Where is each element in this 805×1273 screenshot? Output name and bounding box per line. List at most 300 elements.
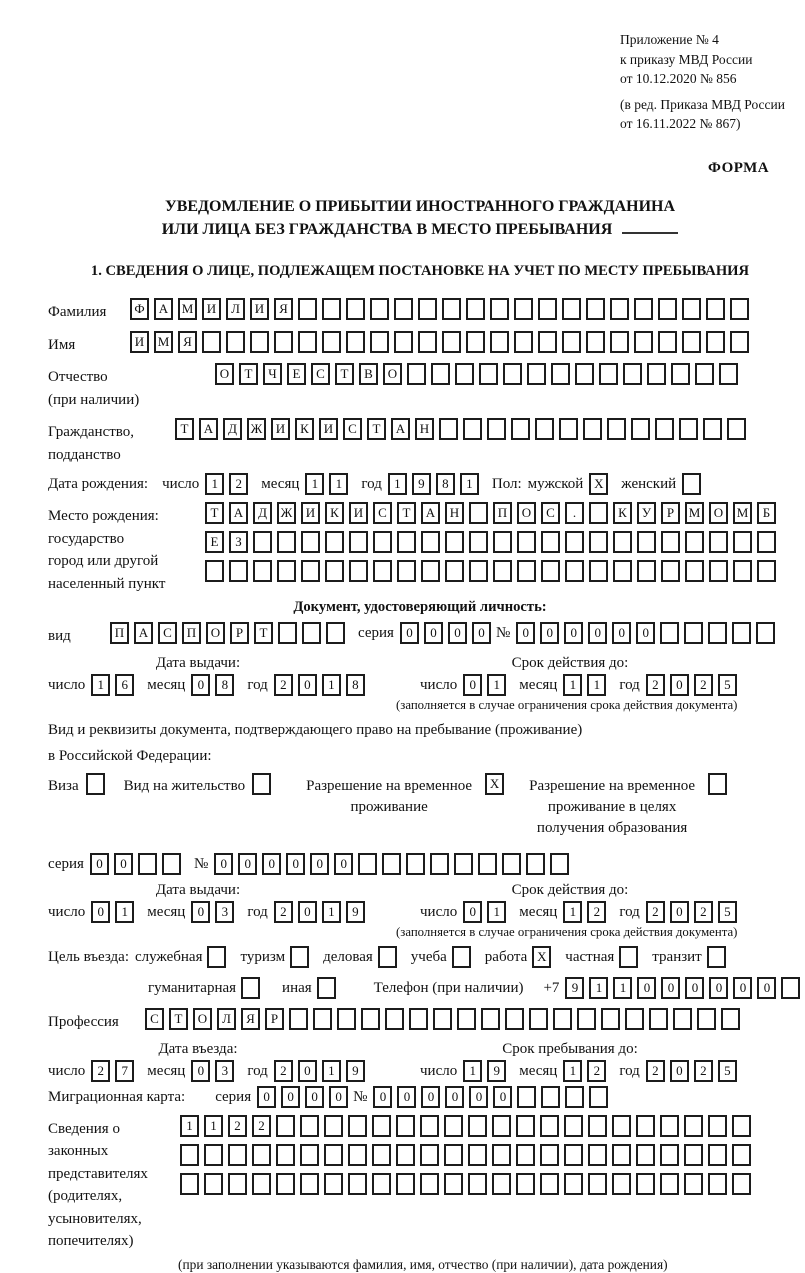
char-box[interactable] bbox=[444, 1115, 463, 1137]
char-box[interactable]: 0 bbox=[191, 674, 210, 696]
char-box[interactable] bbox=[253, 531, 272, 553]
char-box[interactable] bbox=[373, 560, 392, 582]
char-box[interactable] bbox=[540, 1173, 559, 1195]
char-box[interactable]: 0 bbox=[305, 1086, 324, 1108]
char-box[interactable] bbox=[732, 1115, 751, 1137]
char-box[interactable]: 5 bbox=[718, 674, 737, 696]
char-box[interactable] bbox=[541, 560, 560, 582]
char-box[interactable]: Е bbox=[287, 363, 306, 385]
checkbox-cell[interactable] bbox=[317, 977, 336, 999]
char-box[interactable]: Т bbox=[254, 622, 273, 644]
char-box[interactable] bbox=[586, 298, 605, 320]
char-box[interactable]: 0 bbox=[709, 977, 728, 999]
char-box[interactable] bbox=[205, 560, 224, 582]
char-box[interactable]: 8 bbox=[215, 674, 234, 696]
char-box[interactable] bbox=[418, 298, 437, 320]
char-box[interactable]: 0 bbox=[286, 853, 305, 875]
char-box[interactable] bbox=[517, 1086, 536, 1108]
char-box[interactable] bbox=[445, 531, 464, 553]
char-box[interactable] bbox=[433, 1008, 452, 1030]
char-box[interactable]: 9 bbox=[565, 977, 584, 999]
char-box[interactable] bbox=[541, 531, 560, 553]
char-box[interactable]: Н bbox=[415, 418, 434, 440]
char-box[interactable]: 0 bbox=[310, 853, 329, 875]
char-box[interactable] bbox=[302, 622, 321, 644]
char-box[interactable] bbox=[492, 1144, 511, 1166]
char-box[interactable] bbox=[781, 977, 800, 999]
char-box[interactable] bbox=[276, 1144, 295, 1166]
char-box[interactable]: 2 bbox=[694, 674, 713, 696]
char-box[interactable]: 0 bbox=[757, 977, 776, 999]
char-box[interactable]: 1 bbox=[463, 1060, 482, 1082]
char-box[interactable] bbox=[397, 560, 416, 582]
char-box[interactable]: 5 bbox=[718, 901, 737, 923]
char-box[interactable]: П bbox=[182, 622, 201, 644]
char-box[interactable] bbox=[679, 418, 698, 440]
char-box[interactable] bbox=[300, 1115, 319, 1137]
char-box[interactable] bbox=[564, 1115, 583, 1137]
char-box[interactable]: 2 bbox=[587, 1060, 606, 1082]
char-box[interactable]: В bbox=[359, 363, 378, 385]
char-box[interactable] bbox=[349, 531, 368, 553]
char-box[interactable]: А bbox=[421, 502, 440, 524]
char-box[interactable]: Л bbox=[226, 298, 245, 320]
checkbox-cell[interactable] bbox=[682, 473, 701, 495]
char-box[interactable] bbox=[396, 1115, 415, 1137]
char-box[interactable] bbox=[730, 331, 749, 353]
char-box[interactable]: У bbox=[637, 502, 656, 524]
char-box[interactable]: 2 bbox=[229, 473, 248, 495]
char-box[interactable] bbox=[685, 560, 704, 582]
char-box[interactable]: О bbox=[709, 502, 728, 524]
char-box[interactable]: 1 bbox=[180, 1115, 199, 1137]
char-box[interactable]: 2 bbox=[646, 674, 665, 696]
char-box[interactable]: 0 bbox=[661, 977, 680, 999]
char-box[interactable]: 0 bbox=[424, 622, 443, 644]
char-box[interactable] bbox=[660, 1115, 679, 1137]
char-box[interactable]: С bbox=[158, 622, 177, 644]
char-box[interactable] bbox=[575, 363, 594, 385]
char-box[interactable] bbox=[162, 853, 181, 875]
char-box[interactable]: О bbox=[206, 622, 225, 644]
char-box[interactable]: 0 bbox=[329, 1086, 348, 1108]
char-box[interactable]: 0 bbox=[516, 622, 535, 644]
char-box[interactable]: К bbox=[325, 502, 344, 524]
char-box[interactable]: И bbox=[202, 298, 221, 320]
char-box[interactable] bbox=[397, 531, 416, 553]
char-box[interactable] bbox=[684, 1173, 703, 1195]
char-box[interactable]: 1 bbox=[305, 473, 324, 495]
checkbox-cell[interactable] bbox=[86, 773, 105, 795]
char-box[interactable] bbox=[684, 1144, 703, 1166]
char-box[interactable]: Ж bbox=[247, 418, 266, 440]
char-box[interactable] bbox=[468, 1144, 487, 1166]
char-box[interactable]: Т bbox=[169, 1008, 188, 1030]
char-box[interactable] bbox=[514, 298, 533, 320]
char-box[interactable]: И bbox=[319, 418, 338, 440]
char-box[interactable]: 0 bbox=[257, 1086, 276, 1108]
char-box[interactable] bbox=[346, 331, 365, 353]
char-box[interactable] bbox=[565, 531, 584, 553]
char-box[interactable] bbox=[565, 1086, 584, 1108]
char-box[interactable]: 2 bbox=[274, 674, 293, 696]
checkbox-cell[interactable] bbox=[619, 946, 638, 968]
char-box[interactable] bbox=[396, 1144, 415, 1166]
char-box[interactable]: 0 bbox=[637, 977, 656, 999]
char-box[interactable] bbox=[708, 622, 727, 644]
char-box[interactable] bbox=[274, 331, 293, 353]
char-box[interactable] bbox=[469, 531, 488, 553]
char-box[interactable]: 0 bbox=[469, 1086, 488, 1108]
char-box[interactable]: 1 bbox=[460, 473, 479, 495]
char-box[interactable] bbox=[708, 1173, 727, 1195]
char-box[interactable]: 1 bbox=[587, 674, 606, 696]
char-box[interactable]: 2 bbox=[646, 901, 665, 923]
char-box[interactable]: 9 bbox=[412, 473, 431, 495]
char-box[interactable] bbox=[564, 1173, 583, 1195]
checkbox-cell[interactable] bbox=[252, 773, 271, 795]
char-box[interactable] bbox=[516, 1115, 535, 1137]
char-box[interactable] bbox=[493, 560, 512, 582]
char-box[interactable] bbox=[757, 560, 776, 582]
char-box[interactable]: И bbox=[349, 502, 368, 524]
char-box[interactable] bbox=[421, 531, 440, 553]
char-box[interactable]: С bbox=[541, 502, 560, 524]
char-box[interactable] bbox=[372, 1115, 391, 1137]
char-box[interactable]: О bbox=[193, 1008, 212, 1030]
checkbox-cell[interactable] bbox=[378, 946, 397, 968]
char-box[interactable]: Е bbox=[205, 531, 224, 553]
char-box[interactable] bbox=[607, 418, 626, 440]
char-box[interactable]: 0 bbox=[685, 977, 704, 999]
char-box[interactable] bbox=[503, 363, 522, 385]
char-box[interactable]: Р bbox=[265, 1008, 284, 1030]
char-box[interactable]: 0 bbox=[670, 674, 689, 696]
char-box[interactable] bbox=[478, 853, 497, 875]
char-box[interactable] bbox=[469, 502, 488, 524]
char-box[interactable]: 0 bbox=[493, 1086, 512, 1108]
char-box[interactable] bbox=[756, 622, 775, 644]
char-box[interactable] bbox=[721, 1008, 740, 1030]
char-box[interactable]: С bbox=[373, 502, 392, 524]
char-box[interactable] bbox=[466, 298, 485, 320]
char-box[interactable] bbox=[439, 418, 458, 440]
char-box[interactable] bbox=[490, 298, 509, 320]
char-box[interactable] bbox=[589, 1086, 608, 1108]
char-box[interactable] bbox=[278, 622, 297, 644]
char-box[interactable]: О bbox=[215, 363, 234, 385]
char-box[interactable] bbox=[298, 298, 317, 320]
char-box[interactable]: Б bbox=[757, 502, 776, 524]
char-box[interactable] bbox=[697, 1008, 716, 1030]
char-box[interactable]: Т bbox=[239, 363, 258, 385]
char-box[interactable]: 0 bbox=[262, 853, 281, 875]
char-box[interactable] bbox=[565, 560, 584, 582]
char-box[interactable] bbox=[226, 331, 245, 353]
char-box[interactable] bbox=[180, 1144, 199, 1166]
char-box[interactable] bbox=[588, 1173, 607, 1195]
char-box[interactable]: К bbox=[613, 502, 632, 524]
char-box[interactable] bbox=[421, 560, 440, 582]
char-box[interactable] bbox=[250, 331, 269, 353]
char-box[interactable]: 1 bbox=[563, 1060, 582, 1082]
char-box[interactable] bbox=[324, 1173, 343, 1195]
char-box[interactable]: П bbox=[110, 622, 129, 644]
char-box[interactable] bbox=[324, 1115, 343, 1137]
char-box[interactable] bbox=[253, 560, 272, 582]
char-box[interactable] bbox=[551, 363, 570, 385]
char-box[interactable] bbox=[562, 331, 581, 353]
checkbox-cell[interactable]: X bbox=[589, 473, 608, 495]
char-box[interactable] bbox=[277, 560, 296, 582]
char-box[interactable]: 1 bbox=[487, 901, 506, 923]
char-box[interactable] bbox=[673, 1008, 692, 1030]
char-box[interactable] bbox=[671, 363, 690, 385]
char-box[interactable] bbox=[325, 531, 344, 553]
char-box[interactable] bbox=[540, 1115, 559, 1137]
char-box[interactable]: А bbox=[154, 298, 173, 320]
char-box[interactable]: И bbox=[301, 502, 320, 524]
char-box[interactable] bbox=[445, 560, 464, 582]
char-box[interactable] bbox=[492, 1173, 511, 1195]
char-box[interactable] bbox=[732, 1144, 751, 1166]
char-box[interactable] bbox=[636, 1144, 655, 1166]
char-box[interactable] bbox=[634, 331, 653, 353]
checkbox-cell[interactable]: X bbox=[485, 773, 504, 795]
char-box[interactable]: 0 bbox=[214, 853, 233, 875]
char-box[interactable]: 0 bbox=[298, 674, 317, 696]
char-box[interactable]: М bbox=[733, 502, 752, 524]
char-box[interactable]: 0 bbox=[373, 1086, 392, 1108]
char-box[interactable]: 1 bbox=[322, 1060, 341, 1082]
char-box[interactable] bbox=[276, 1115, 295, 1137]
char-box[interactable]: М bbox=[154, 331, 173, 353]
char-box[interactable] bbox=[661, 560, 680, 582]
char-box[interactable] bbox=[660, 622, 679, 644]
char-box[interactable] bbox=[457, 1008, 476, 1030]
char-box[interactable]: Р bbox=[230, 622, 249, 644]
char-box[interactable] bbox=[733, 531, 752, 553]
char-box[interactable]: 2 bbox=[587, 901, 606, 923]
char-box[interactable]: М bbox=[178, 298, 197, 320]
char-box[interactable] bbox=[300, 1144, 319, 1166]
char-box[interactable]: . bbox=[565, 502, 584, 524]
char-box[interactable] bbox=[490, 331, 509, 353]
char-box[interactable]: А bbox=[134, 622, 153, 644]
checkbox-cell[interactable] bbox=[707, 946, 726, 968]
char-box[interactable]: 9 bbox=[346, 1060, 365, 1082]
char-box[interactable] bbox=[553, 1008, 572, 1030]
char-box[interactable] bbox=[348, 1115, 367, 1137]
char-box[interactable]: 0 bbox=[588, 622, 607, 644]
char-box[interactable] bbox=[637, 560, 656, 582]
char-box[interactable] bbox=[655, 418, 674, 440]
char-box[interactable] bbox=[418, 331, 437, 353]
char-box[interactable] bbox=[625, 1008, 644, 1030]
char-box[interactable] bbox=[562, 298, 581, 320]
char-box[interactable] bbox=[610, 331, 629, 353]
char-box[interactable]: 2 bbox=[252, 1115, 271, 1137]
char-box[interactable]: 0 bbox=[238, 853, 257, 875]
char-box[interactable] bbox=[409, 1008, 428, 1030]
char-box[interactable]: К bbox=[295, 418, 314, 440]
char-box[interactable]: 0 bbox=[191, 1060, 210, 1082]
char-box[interactable]: 0 bbox=[670, 901, 689, 923]
char-box[interactable] bbox=[469, 560, 488, 582]
char-box[interactable] bbox=[298, 331, 317, 353]
char-box[interactable] bbox=[324, 1144, 343, 1166]
char-box[interactable]: 1 bbox=[205, 473, 224, 495]
char-box[interactable] bbox=[511, 418, 530, 440]
char-box[interactable]: 0 bbox=[636, 622, 655, 644]
char-box[interactable] bbox=[229, 560, 248, 582]
char-box[interactable]: 2 bbox=[646, 1060, 665, 1082]
checkbox-cell[interactable] bbox=[290, 946, 309, 968]
char-box[interactable] bbox=[361, 1008, 380, 1030]
char-box[interactable]: Н bbox=[445, 502, 464, 524]
char-box[interactable]: Д bbox=[253, 502, 272, 524]
char-box[interactable] bbox=[348, 1173, 367, 1195]
checkbox-cell[interactable] bbox=[207, 946, 226, 968]
char-box[interactable] bbox=[684, 1115, 703, 1137]
char-box[interactable]: 1 bbox=[563, 674, 582, 696]
char-box[interactable] bbox=[730, 298, 749, 320]
char-box[interactable]: З bbox=[229, 531, 248, 553]
char-box[interactable] bbox=[658, 298, 677, 320]
char-box[interactable] bbox=[325, 560, 344, 582]
char-box[interactable] bbox=[505, 1008, 524, 1030]
char-box[interactable]: 0 bbox=[298, 1060, 317, 1082]
char-box[interactable] bbox=[454, 853, 473, 875]
char-box[interactable] bbox=[346, 298, 365, 320]
char-box[interactable]: 0 bbox=[400, 622, 419, 644]
char-box[interactable] bbox=[660, 1144, 679, 1166]
char-box[interactable]: 3 bbox=[215, 1060, 234, 1082]
char-box[interactable]: 1 bbox=[589, 977, 608, 999]
char-box[interactable] bbox=[727, 418, 746, 440]
char-box[interactable] bbox=[289, 1008, 308, 1030]
char-box[interactable] bbox=[322, 331, 341, 353]
char-box[interactable] bbox=[468, 1173, 487, 1195]
char-box[interactable]: 1 bbox=[487, 674, 506, 696]
char-box[interactable] bbox=[444, 1173, 463, 1195]
char-box[interactable] bbox=[564, 1144, 583, 1166]
char-box[interactable] bbox=[516, 1144, 535, 1166]
char-box[interactable] bbox=[732, 622, 751, 644]
char-box[interactable]: 1 bbox=[91, 674, 110, 696]
checkbox-cell[interactable] bbox=[241, 977, 260, 999]
char-box[interactable] bbox=[733, 560, 752, 582]
char-box[interactable] bbox=[589, 560, 608, 582]
char-box[interactable]: Т bbox=[335, 363, 354, 385]
char-box[interactable] bbox=[466, 331, 485, 353]
char-box[interactable]: Т bbox=[397, 502, 416, 524]
char-box[interactable] bbox=[529, 1008, 548, 1030]
char-box[interactable] bbox=[138, 853, 157, 875]
char-box[interactable]: О bbox=[383, 363, 402, 385]
char-box[interactable] bbox=[527, 363, 546, 385]
char-box[interactable]: 0 bbox=[463, 901, 482, 923]
char-box[interactable] bbox=[202, 331, 221, 353]
char-box[interactable]: А bbox=[199, 418, 218, 440]
char-box[interactable]: 5 bbox=[718, 1060, 737, 1082]
char-box[interactable]: 1 bbox=[204, 1115, 223, 1137]
char-box[interactable] bbox=[757, 531, 776, 553]
char-box[interactable]: А bbox=[229, 502, 248, 524]
char-box[interactable] bbox=[468, 1115, 487, 1137]
char-box[interactable] bbox=[647, 363, 666, 385]
char-box[interactable]: Д bbox=[223, 418, 242, 440]
char-box[interactable] bbox=[709, 560, 728, 582]
char-box[interactable] bbox=[732, 1173, 751, 1195]
char-box[interactable] bbox=[708, 1115, 727, 1137]
checkbox-cell[interactable] bbox=[452, 946, 471, 968]
char-box[interactable] bbox=[637, 531, 656, 553]
char-box[interactable]: Я bbox=[274, 298, 293, 320]
char-box[interactable]: 0 bbox=[397, 1086, 416, 1108]
char-box[interactable] bbox=[479, 363, 498, 385]
char-box[interactable] bbox=[322, 298, 341, 320]
char-box[interactable]: Ф bbox=[130, 298, 149, 320]
char-box[interactable]: Я bbox=[241, 1008, 260, 1030]
char-box[interactable] bbox=[349, 560, 368, 582]
char-box[interactable]: 0 bbox=[472, 622, 491, 644]
char-box[interactable]: Я bbox=[178, 331, 197, 353]
char-box[interactable] bbox=[695, 363, 714, 385]
char-box[interactable]: 9 bbox=[487, 1060, 506, 1082]
char-box[interactable]: 2 bbox=[274, 901, 293, 923]
char-box[interactable] bbox=[708, 1144, 727, 1166]
char-box[interactable]: 2 bbox=[228, 1115, 247, 1137]
char-box[interactable]: Р bbox=[661, 502, 680, 524]
char-box[interactable]: Ч bbox=[263, 363, 282, 385]
char-box[interactable] bbox=[612, 1173, 631, 1195]
char-box[interactable] bbox=[382, 853, 401, 875]
char-box[interactable]: 9 bbox=[346, 901, 365, 923]
char-box[interactable] bbox=[517, 531, 536, 553]
char-box[interactable]: 0 bbox=[445, 1086, 464, 1108]
char-box[interactable]: И bbox=[250, 298, 269, 320]
char-box[interactable] bbox=[420, 1115, 439, 1137]
char-box[interactable] bbox=[661, 531, 680, 553]
char-box[interactable] bbox=[634, 298, 653, 320]
checkbox-cell[interactable] bbox=[708, 773, 727, 795]
char-box[interactable]: 2 bbox=[694, 1060, 713, 1082]
char-box[interactable] bbox=[623, 363, 642, 385]
char-box[interactable] bbox=[204, 1144, 223, 1166]
char-box[interactable]: Т bbox=[367, 418, 386, 440]
char-box[interactable] bbox=[516, 1173, 535, 1195]
char-box[interactable] bbox=[431, 363, 450, 385]
char-box[interactable] bbox=[370, 331, 389, 353]
char-box[interactable] bbox=[301, 531, 320, 553]
char-box[interactable] bbox=[703, 418, 722, 440]
char-box[interactable]: 1 bbox=[613, 977, 632, 999]
char-box[interactable] bbox=[709, 531, 728, 553]
char-box[interactable] bbox=[455, 363, 474, 385]
char-box[interactable] bbox=[706, 331, 725, 353]
char-box[interactable]: М bbox=[685, 502, 704, 524]
char-box[interactable] bbox=[589, 531, 608, 553]
char-box[interactable] bbox=[719, 363, 738, 385]
char-box[interactable]: Л bbox=[217, 1008, 236, 1030]
char-box[interactable] bbox=[706, 298, 725, 320]
char-box[interactable] bbox=[685, 531, 704, 553]
char-box[interactable] bbox=[599, 363, 618, 385]
char-box[interactable] bbox=[463, 418, 482, 440]
char-box[interactable]: 0 bbox=[114, 853, 133, 875]
char-box[interactable] bbox=[442, 331, 461, 353]
